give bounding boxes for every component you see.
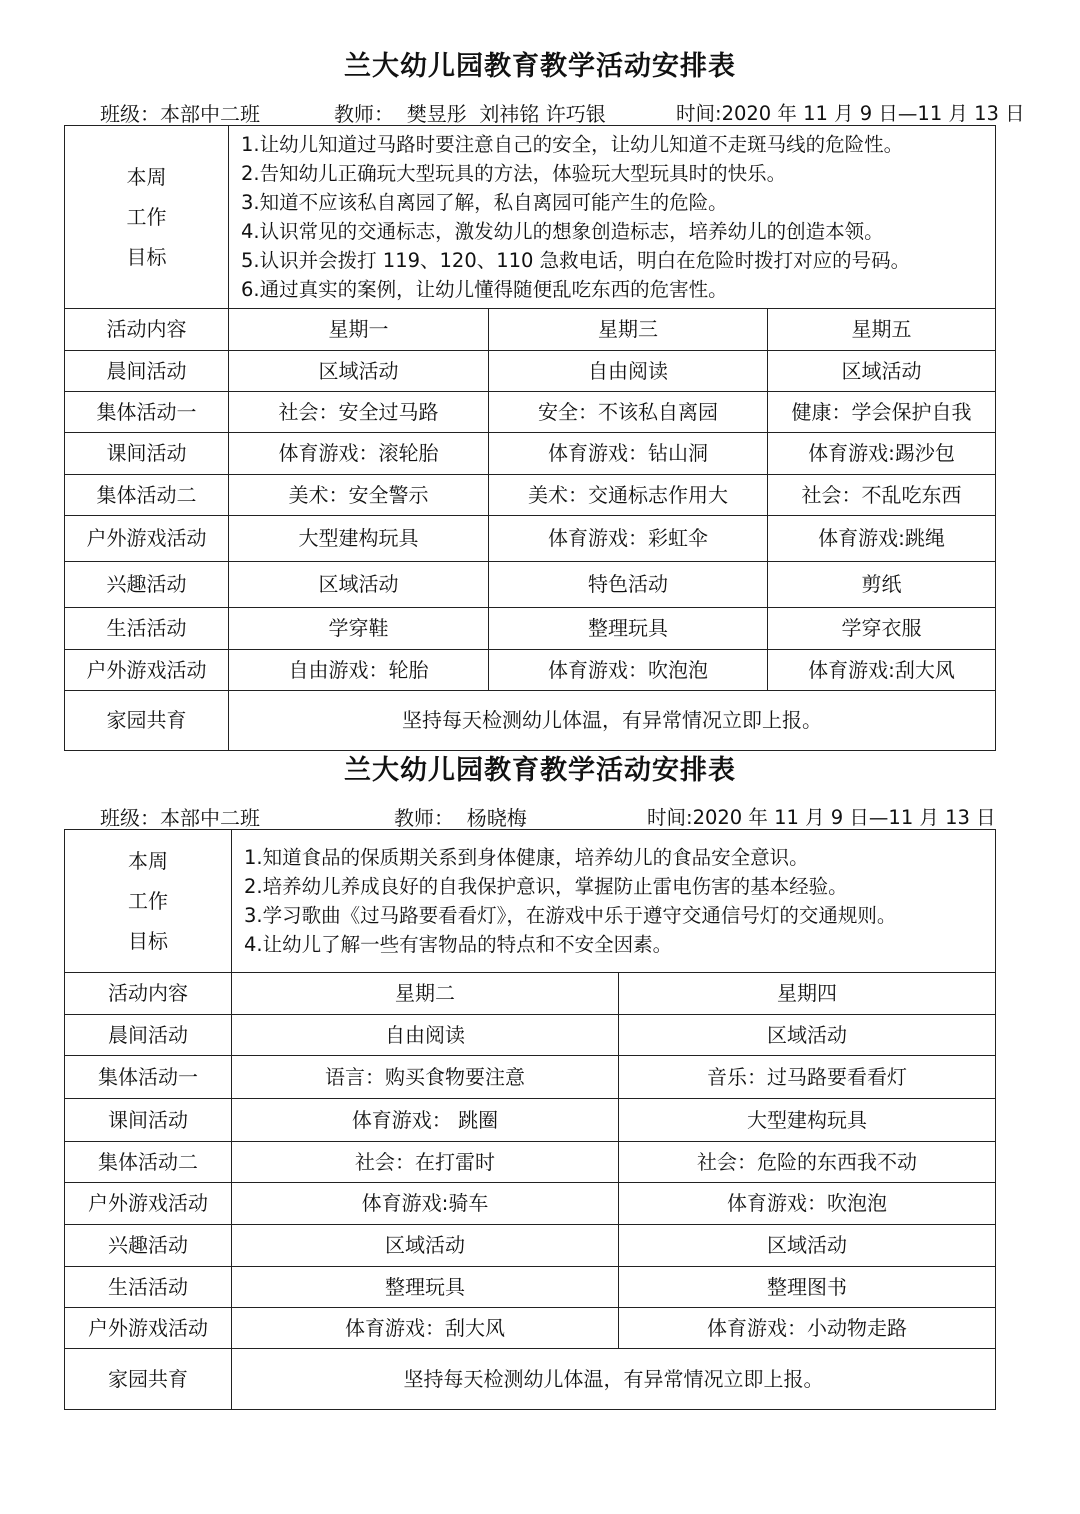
table-row <box>65 1099 996 1142</box>
row-label: 集体活动一 <box>65 392 229 433</box>
table-cell: 体育游戏：刮大风 <box>232 1308 619 1349</box>
table-row <box>65 608 996 650</box>
column-header: 星期二 <box>232 973 619 1015</box>
page-title: 兰大幼儿园教育教学活动安排表 <box>344 755 736 786</box>
time-label: 时间:2020 年 11 月 9 日—11 月 13 日 <box>647 806 996 829</box>
goal-header-line: 目标 <box>128 929 168 953</box>
table-cell: 自由游戏：轮胎 <box>229 650 489 691</box>
goal-item: 1.让幼儿知道过马路时要注意自己的安全，让幼儿知道不走斑马线的危险性。 <box>241 133 904 156</box>
row-label: 晨间活动 <box>65 1015 232 1056</box>
table-row <box>65 1183 996 1225</box>
table-cell: 体育游戏：小动物走路 <box>619 1308 996 1349</box>
home-cooperation-row <box>65 691 996 751</box>
table-cell: 大型建构玩具 <box>229 516 489 562</box>
teacher-label: 教师： 樊昱彤 刘祎铭 许巧银 <box>334 102 606 126</box>
goal-item: 1.知道食品的保质期关系到身体健康，培养幼儿的食品安全意识。 <box>244 846 809 869</box>
goals-row <box>65 830 996 973</box>
teacher-label: 教师： 杨晓梅 <box>394 806 527 830</box>
goals-cell <box>229 126 996 309</box>
table-row <box>65 1015 996 1056</box>
class-label: 班级：本部中二班 <box>100 102 260 126</box>
table-row <box>65 1056 996 1099</box>
header-row <box>65 973 996 1015</box>
column-header: 活动内容 <box>65 309 229 351</box>
table-row <box>65 650 996 691</box>
page-title: 兰大幼儿园教育教学活动安排表 <box>344 51 736 82</box>
row-label: 课间活动 <box>65 433 229 475</box>
row-label: 户外游戏活动 <box>65 516 229 562</box>
table-cell: 社会：安全过马路 <box>229 392 489 433</box>
column-header: 星期三 <box>489 309 768 351</box>
table-row <box>65 1267 996 1308</box>
table-cell: 语言：购买食物要注意 <box>232 1056 619 1099</box>
table-cell: 自由阅读 <box>489 351 768 392</box>
table-cell: 体育游戏：钻山洞 <box>489 433 768 475</box>
row-label: 兴趣活动 <box>65 1225 232 1267</box>
goal-item: 3.学习歌曲《过马路要看看灯》，在游戏中乐于遵守交通信号灯的交通规则。 <box>244 904 897 927</box>
goal-header-line: 本周 <box>126 165 167 189</box>
goal-header-cell <box>65 126 229 309</box>
table-cell: 自由阅读 <box>232 1015 619 1056</box>
goal-item: 6.通过真实的案例，让幼儿懂得随便乱吃东西的危害性。 <box>241 278 728 301</box>
row-label: 户外游戏活动 <box>65 650 229 691</box>
row-label: 户外游戏活动 <box>65 1183 232 1225</box>
table-cell: 体育游戏：滚轮胎 <box>229 433 489 475</box>
table-cell: 学穿鞋 <box>229 608 489 650</box>
table-cell: 体育游戏:踢沙包 <box>768 433 996 475</box>
goal-item: 4.让幼儿了解一些有害物品的特点和不安全因素。 <box>244 933 673 956</box>
home-cooperation-text: 坚持每天检测幼儿体温，有异常情况立即上报。 <box>229 691 996 751</box>
goal-header-line: 本周 <box>128 849 168 873</box>
class-label: 班级：本部中二班 <box>100 806 260 830</box>
goal-item: 5.认识并会拨打 119、120、110 急救电话，明白在危险时拨打对应的号码。 <box>241 249 911 272</box>
table-cell: 音乐：过马路要看看灯 <box>619 1056 996 1099</box>
goal-item: 3.知道不应该私自离园了解，私自离园可能产生的危险。 <box>241 191 728 214</box>
table-cell: 体育游戏:骑车 <box>232 1183 619 1225</box>
table-cell: 整理玩具 <box>489 608 768 650</box>
table-cell: 区域活动 <box>619 1225 996 1267</box>
row-label: 家园共育 <box>65 691 229 751</box>
time-label: 时间:2020 年 11 月 9 日—11 月 13 日 <box>676 102 1025 125</box>
schedule-table <box>64 125 996 751</box>
table-row <box>65 1308 996 1349</box>
table-cell: 整理图书 <box>619 1267 996 1308</box>
table-cell: 体育游戏： 跳圈 <box>232 1099 619 1142</box>
goals-cell <box>232 830 996 973</box>
table-cell: 健康：学会保护自我 <box>768 392 996 433</box>
row-label: 集体活动二 <box>65 1142 232 1183</box>
table-cell: 美术：安全警示 <box>229 475 489 516</box>
table-cell: 区域活动 <box>232 1225 619 1267</box>
table-row <box>65 1142 996 1183</box>
row-label: 晨间活动 <box>65 351 229 392</box>
table-cell: 体育游戏:刮大风 <box>768 650 996 691</box>
goal-header-cell <box>65 830 232 973</box>
table-cell: 体育游戏：吹泡泡 <box>619 1183 996 1225</box>
table-cell: 安全：不该私自离园 <box>489 392 768 433</box>
goal-header-line: 工作 <box>128 889 168 913</box>
table-cell: 体育游戏:跳绳 <box>768 516 996 562</box>
table-cell: 社会：不乱吃东西 <box>768 475 996 516</box>
home-cooperation-text: 坚持每天检测幼儿体温，有异常情况立即上报。 <box>232 1349 996 1410</box>
goal-header-line: 目标 <box>126 245 167 269</box>
row-label: 生活活动 <box>65 1267 232 1308</box>
row-label: 兴趣活动 <box>65 562 229 608</box>
column-header: 星期一 <box>229 309 489 351</box>
row-label: 课间活动 <box>65 1099 232 1142</box>
table-cell: 区域活动 <box>619 1015 996 1056</box>
table-cell: 学穿衣服 <box>768 608 996 650</box>
table-row <box>65 433 996 475</box>
table-cell: 特色活动 <box>489 562 768 608</box>
row-label: 家园共育 <box>65 1349 232 1410</box>
table-row <box>65 475 996 516</box>
table-cell: 整理玩具 <box>232 1267 619 1308</box>
table-row <box>65 562 996 608</box>
column-header: 星期四 <box>619 973 996 1015</box>
table-cell: 社会：危险的东西我不动 <box>619 1142 996 1183</box>
schedule-table <box>64 829 996 1410</box>
table-cell: 剪纸 <box>768 562 996 608</box>
goal-header-line: 工作 <box>126 205 167 229</box>
row-label: 集体活动一 <box>65 1056 232 1099</box>
goal-item: 4.认识常见的交通标志，激发幼儿的想象创造标志，培养幼儿的创造本领。 <box>241 220 884 243</box>
table-cell: 区域活动 <box>229 351 489 392</box>
table-row <box>65 392 996 433</box>
column-header: 星期五 <box>768 309 996 351</box>
goal-item: 2.培养幼儿养成良好的自我保护意识，掌握防止雷电伤害的基本经验。 <box>244 875 848 898</box>
table-cell: 大型建构玩具 <box>619 1099 996 1142</box>
home-cooperation-row <box>65 1349 996 1410</box>
table-cell: 体育游戏：吹泡泡 <box>489 650 768 691</box>
goal-item: 2.告知幼儿正确玩大型玩具的方法，体验玩大型玩具时的快乐。 <box>241 162 787 185</box>
goals-row <box>65 126 996 309</box>
row-label: 生活活动 <box>65 608 229 650</box>
table-cell: 社会：在打雷时 <box>232 1142 619 1183</box>
column-header: 活动内容 <box>65 973 232 1015</box>
table-cell: 区域活动 <box>768 351 996 392</box>
table-row <box>65 351 996 392</box>
table-cell: 区域活动 <box>229 562 489 608</box>
table-cell: 体育游戏：彩虹伞 <box>489 516 768 562</box>
table-row <box>65 1225 996 1267</box>
table-cell: 美术：交通标志作用大 <box>489 475 768 516</box>
row-label: 户外游戏活动 <box>65 1308 232 1349</box>
table-row <box>65 516 996 562</box>
header-row <box>65 309 996 351</box>
row-label: 集体活动二 <box>65 475 229 516</box>
